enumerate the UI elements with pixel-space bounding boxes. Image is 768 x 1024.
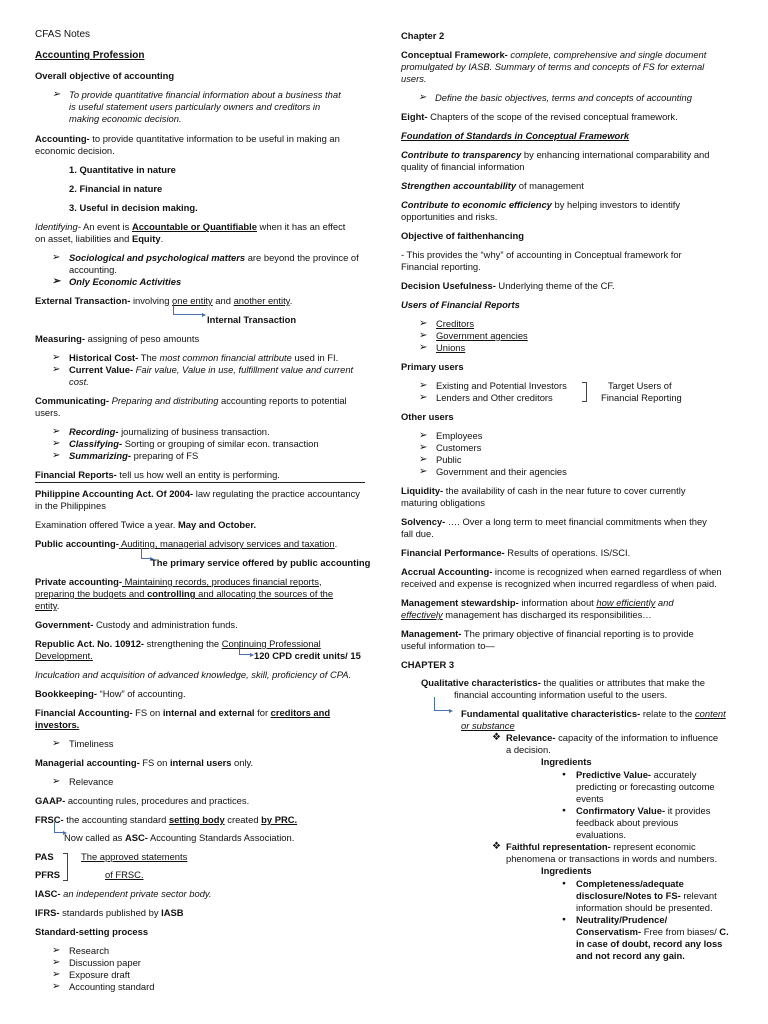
financial-accounting: Financial Accounting- FS on internal and external for creditors and — [35, 707, 331, 718]
of-frsc: of FRSC. — [105, 869, 144, 880]
management: Management- The primary objective of financial reporting is to provide — [401, 628, 694, 639]
foundation-heading: Foundation of Standards in Conceptual Framework — [401, 130, 630, 141]
completeness-2: disclosure/Notes to FS- relevant — [576, 890, 717, 901]
target-users-2: Financial Reporting — [601, 392, 682, 403]
communicating: Communicating- Preparing and distributing accounting reports to potential — [35, 395, 347, 406]
private-accounting-2: preparing the budgets and controlling and allocating the sources of the — [35, 588, 334, 599]
completeness-3: information should be presented. — [576, 902, 713, 913]
bookkeeping: Bookkeeping- “How” of accounting. — [35, 688, 186, 699]
confirmatory-value-2: feedback about previous — [576, 817, 679, 828]
neutrality-3: in case of doubt, record any loss — [576, 938, 723, 949]
bracket — [582, 382, 587, 402]
solvency-2: fall due. — [401, 528, 434, 539]
identifying-text-2: on asset, liabilities and Equity. — [35, 233, 164, 244]
objective-heading: Objective of faithenhancing — [401, 230, 524, 241]
overall-bullet-3: making economic decision. — [69, 113, 182, 124]
only-econ-bullet: ➢ Only Economic Activities — [69, 276, 181, 288]
current-value-2: cost. — [69, 376, 89, 387]
ssp-item: ➢ Accounting standard — [69, 981, 154, 993]
private-accounting-3: entity. — [35, 600, 60, 611]
objective-text-2: Financial reporting. — [401, 261, 481, 272]
conceptual-framework-2: promulgated by IASB. Summary of terms and concepts of FS for external — [401, 61, 705, 72]
ingredients-label: Ingredients — [541, 865, 592, 876]
conceptual-framework: Conceptual Framework- complete, comprehensive and single document — [401, 49, 707, 60]
communicating-2: users. — [35, 407, 61, 418]
confirmatory-value: ● Confirmatory Value- it provides — [576, 805, 710, 817]
inculcation: Inculcation and acquisition of advanced knowledge, skill, proficiency of CPA. — [35, 669, 352, 680]
timeliness-bullet: ➢ Timeliness — [69, 738, 113, 750]
ssp-item: ➢ Exposure draft — [69, 969, 130, 981]
page-header: CFAS Notes — [35, 29, 91, 40]
accrual-accounting: Accrual Accounting- income is recognized when earned regardless of when — [401, 566, 722, 577]
managerial-accounting: Managerial accounting- FS on internal users only. — [35, 757, 254, 768]
accounting-definition-2: economic decision. — [35, 145, 115, 156]
management-stewardship-2: effectively management has discharged its responsibilities… — [401, 609, 652, 620]
paa: Philippine Accounting Act. Of 2004- law regulating the practice accountancy — [35, 488, 360, 499]
connector-arrow — [54, 822, 63, 833]
approved-statements: The approved statements — [81, 851, 188, 862]
decision-usefulness: Decision Usefulness- Underlying theme of the CF. — [401, 280, 615, 291]
confirmatory-value-3: evaluations. — [576, 829, 627, 840]
connector-arrow — [173, 304, 202, 315]
gaap: GAAP- accounting rules, procedures and practices. — [35, 795, 250, 806]
primary-service: The primary service offered by public accounting — [151, 557, 371, 568]
exam-schedule: Examination offered Twice a year. May and October. — [35, 519, 257, 530]
cf-bullet: ➢ Define the basic objectives, terms and concepts of accounting — [435, 92, 692, 104]
eight-chapters: Eight- Chapters of the scope of the revised conceptual framework. — [401, 111, 678, 122]
primary-users-heading: Primary users — [401, 361, 464, 372]
financial-performance: Financial Performance- Results of operations. IS/SCI. — [401, 547, 631, 558]
republic-act-2: Development. — [35, 650, 93, 661]
overall-bullet-1: ➢ To provide quantitative financial information about a business that — [69, 89, 341, 101]
liquidity-2: maturing obligations — [401, 497, 485, 508]
qualitative-characteristics-2: financial accounting information useful to the users. — [454, 689, 668, 700]
numbered-item-2: 2. Financial in nature — [69, 183, 163, 194]
financial-reports: Financial Reports- tell us how well an entity is performing. — [35, 469, 280, 480]
fundamental-characteristics-2: or substance — [461, 720, 515, 731]
numbered-item-1: 1. Quantitative in nature — [69, 164, 176, 175]
paa-2: in the Philippines — [35, 500, 106, 511]
neutrality: ● Neutrality/Prudence/ — [576, 914, 667, 926]
user-item: ➢ Creditors — [436, 318, 474, 330]
ssp-item: ➢ Research — [69, 945, 109, 957]
summarizing: ➢ Summarizing- preparing of FS — [69, 450, 198, 462]
iasc: IASC- an independent private sector body. — [35, 888, 212, 899]
conceptual-framework-3: users. — [401, 73, 427, 84]
historical-cost: ➢ Historical Cost- The most common financial attribute used in FI. — [69, 352, 338, 364]
current-value: ➢ Current Value- Fair value, Value in use, fulfillment value and current — [69, 364, 353, 376]
overall-bullet-2: is useful statement users particularly owners and creditors in — [69, 101, 321, 112]
identifying-text: Identifying- An event is Accountable or Quantifiable when it has an effect — [35, 221, 346, 232]
recording: ➢ Recording- journalizing of business transaction. — [69, 426, 270, 438]
ssp-item: ➢ Discussion paper — [69, 957, 141, 969]
efficiency: Contribute to economic efficiency by helping investors to identify — [401, 199, 681, 210]
neutrality-2: Conservatism- Free from biases/ C. — [576, 926, 729, 937]
other-user-item: ➢ Customers — [436, 442, 481, 454]
neutrality-4: and not record any gain. — [576, 950, 685, 961]
other-user-item: ➢ Public — [436, 454, 462, 466]
solvency: Solvency- …. Over a long term to meet financial commitments when they — [401, 516, 707, 527]
overall-heading: Overall objective of accounting — [35, 70, 175, 81]
user-item: ➢ Government agencies — [436, 330, 528, 342]
efficiency-2: opportunities and risks. — [401, 211, 498, 222]
chapter-3-heading: CHAPTER 3 — [401, 659, 455, 670]
relevance-item: ❖ Relevance- capacity of the information to influence — [506, 732, 718, 744]
connector-arrow — [141, 548, 150, 559]
ifrs: IFRS- standards published by IASB — [35, 907, 184, 918]
accrual-accounting-2: received and expense is recognized when incurred regardless of when paid. — [401, 578, 717, 589]
republic-act: Republic Act. No. 10912- strengthening the Continuing Professional — [35, 638, 321, 649]
predictive-value: ● Predictive Value- accurately — [576, 769, 696, 781]
measuring: Measuring- assigning of peso amounts — [35, 333, 200, 344]
faithful-representation-2: phenomena or transactions in words and numbers. — [506, 853, 718, 864]
fundamental-characteristics: Fundamental qualitative characteristics- relate to the content — [461, 708, 726, 719]
faithful-representation: ❖ Faithful representation- represent economic — [506, 841, 696, 853]
other-user-item: ➢ Employees — [436, 430, 482, 442]
other-users-heading: Other users — [401, 411, 454, 422]
transparency: Contribute to transparency by enhancing international comparability and — [401, 149, 710, 160]
predictive-value-3: events — [576, 793, 604, 804]
socio-bullet: ➢ Sociological and psychological matters are beyond the province of — [69, 252, 359, 264]
users-heading: Users of Financial Reports — [401, 299, 520, 310]
now-called-asc: Now called as ASC- Accounting Standards Association. — [64, 832, 295, 843]
management-2: useful information to— — [401, 640, 495, 651]
internal-transaction: Internal Transaction — [207, 314, 297, 325]
qualitative-characteristics: Qualitative characteristics- the qualities or attributes that make the — [421, 677, 706, 688]
other-user-item: ➢ Government and their agencies — [436, 466, 567, 478]
bracket — [63, 853, 68, 881]
primary-user-item: ➢ Existing and Potential Investors — [436, 380, 567, 392]
primary-user-item: ➢ Lenders and Other creditors — [436, 392, 553, 404]
external-transaction: External Transaction- involving one entity and another entity. — [35, 295, 293, 306]
completeness: ● Completeness/adequate — [576, 878, 684, 890]
private-accounting: Private accounting- Maintaining records, produces financial reports, — [35, 576, 322, 587]
connector-arrow — [434, 697, 449, 711]
section-title: Accounting Profession — [35, 50, 145, 61]
cpd-units: 120 CPD credit units/ 15 — [254, 650, 361, 661]
transparency-2: quality of financial information — [401, 161, 525, 172]
ingredients-label: Ingredients — [541, 756, 592, 767]
government: Government- Custody and administration funds. — [35, 619, 238, 630]
frsc: FRSC- the accounting standard setting body created by PRC. — [35, 814, 298, 825]
pas-label: PAS — [35, 851, 54, 862]
divider — [35, 482, 365, 483]
standard-setting-heading: Standard-setting process — [35, 926, 149, 937]
user-item: ➢ Unions — [436, 342, 465, 354]
classifying: ➢ Classifying- Sorting or grouping of similar econ. transaction — [69, 438, 319, 450]
pfrs-label: PFRS — [35, 869, 61, 880]
numbered-item-3: 3. Useful in decision making. — [69, 202, 198, 213]
public-accounting: Public accounting- Auditing, managerial advisory services and taxation. — [35, 538, 338, 549]
liquidity: Liquidity- the availability of cash in the near future to cover currently — [401, 485, 686, 496]
objective-text: - This provides the “why” of accounting in Conceptual framework for — [401, 249, 682, 260]
chapter-2-heading: Chapter 2 — [401, 30, 445, 41]
accountability: Strengthen accountability of management — [401, 180, 584, 191]
connector-arrow — [239, 644, 250, 655]
predictive-value-2: predicting or forecasting outcome — [576, 781, 715, 792]
financial-accounting-2: investors. — [35, 719, 80, 730]
accounting-definition: Accounting- to provide quantitative information to be useful in making an — [35, 133, 340, 144]
socio-bullet-2: accounting. — [69, 264, 117, 275]
management-stewardship: Management stewardship- information about how efficiently and — [401, 597, 674, 608]
relevance-bullet: ➢ Relevance — [69, 776, 113, 788]
target-users: Target Users of — [608, 380, 672, 391]
relevance-item-2: a decision. — [506, 744, 551, 755]
